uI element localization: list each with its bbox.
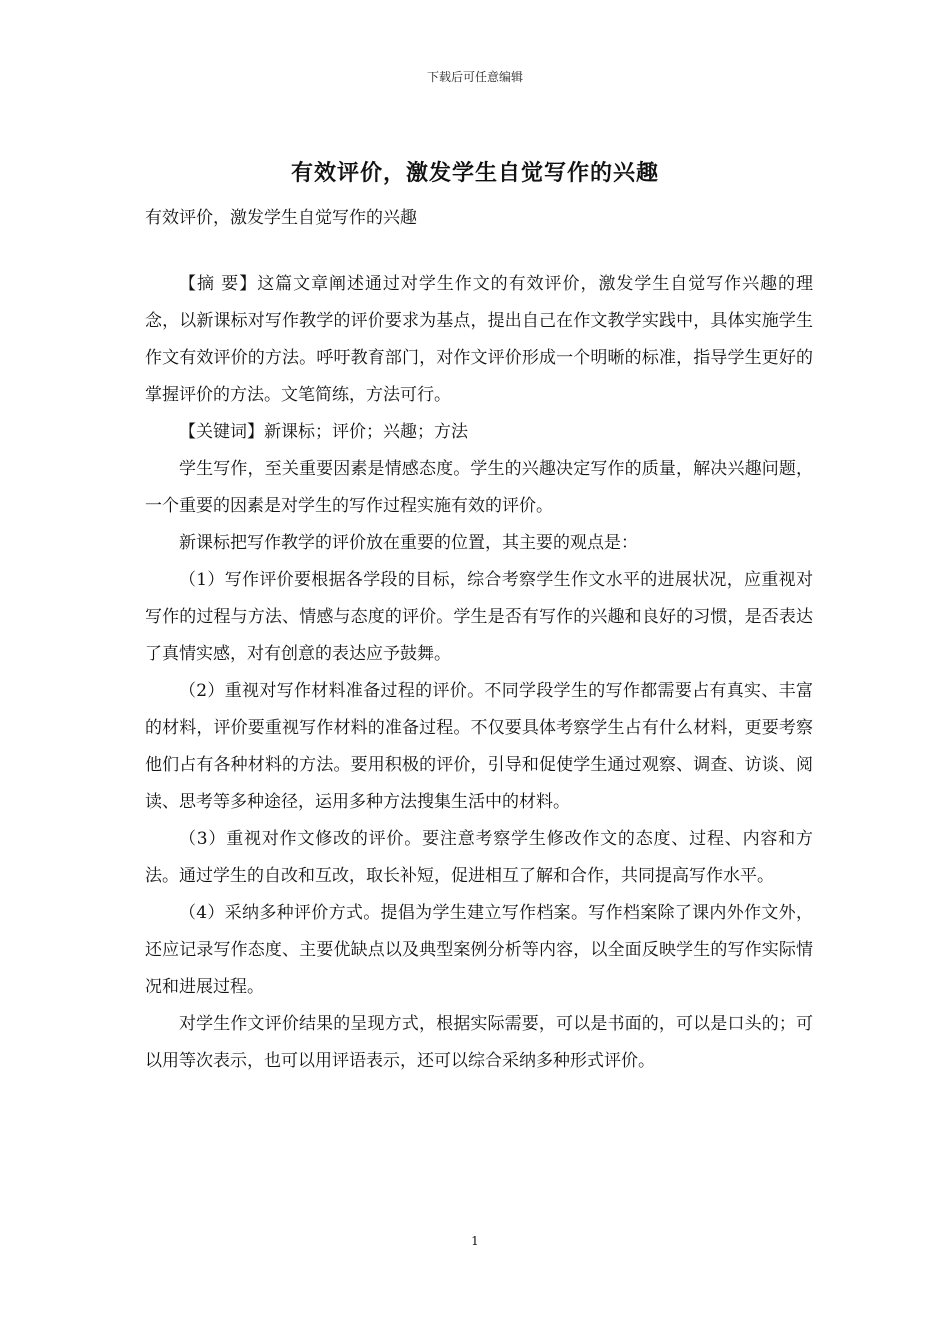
- list-paragraph-4: （4）采纳多种评价方式。提倡为学生建立写作档案。写作档案除了课内外作文外，还应记录写作态度、主要优缺点以及典型案例分析等内容，以全面反映学生的写作实际情况和进展过程。: [145, 903, 813, 997]
- abstract-paragraph: 【摘 要】这篇文章阐述通过对学生作文的有效评价，激发学生自觉写作兴趣的理念，以新课标对写作教学的评价要求为基点，提出自己在作文教学实践中，具体实施学生作文有效评价的方法。呼吁教育部门，对作文评价形成一个明晰的标准，指导学生更好的掌握评价的方法。文笔简练，方法可行。: [145, 274, 813, 405]
- body-paragraph: 对学生作文评价结果的呈现方式，根据实际需要，可以是书面的，可以是口头的；可以用等次表示，也可以用评语表示，还可以综合采纳多种形式评价。: [145, 1014, 813, 1071]
- keywords-paragraph: 【关键词】新课标；评价；兴趣；方法: [179, 422, 468, 442]
- list-paragraph-2: （2）重视对写作材料准备过程的评价。不同学段学生的写作都需要占有真实、丰富的材料，评价要重视写作材料的准备过程。不仅要具体考察学生占有什么材料，更要考察他们占有各种材料的方法。要用积极的评价，引导和促使学生通过观察、调查、访谈、阅读、思考等多种途径，运用多种方法搜集生活中的材料。: [145, 681, 813, 812]
- page-number: 1: [471, 1234, 479, 1248]
- page-header-note: 下载后可任意编辑: [426, 70, 523, 84]
- list-paragraph-1: （1）写作评价要根据各学段的目标，综合考察学生作文水平的进展状况，应重视对写作的过程与方法、情感与态度的评价。学生是否有写作的兴趣和良好的习惯，是否表达了真情实感，对有创意的表达应予鼓舞。: [145, 570, 813, 664]
- list-paragraph-3: （3）重视对作文修改的评价。要注意考察学生修改作文的态度、过程、内容和方法。通过学生的自改和互改，取长补短，促进相互了解和合作，共同提高写作水平。: [145, 829, 813, 886]
- document-title: 有效评价，激发学生自觉写作的兴趣: [290, 160, 659, 186]
- body-paragraph: 学生写作，至关重要因素是情感态度。学生的兴趣决定写作的质量，解决兴趣问题，一个重要的因素是对学生的写作过程实施有效的评价。: [145, 459, 813, 516]
- document-subtitle: 有效评价，激发学生自觉写作的兴趣: [145, 208, 417, 228]
- document-body: [145, 266, 813, 1080]
- body-paragraph: 新课标把写作教学的评价放在重要的位置，其主要的观点是：: [179, 533, 638, 553]
